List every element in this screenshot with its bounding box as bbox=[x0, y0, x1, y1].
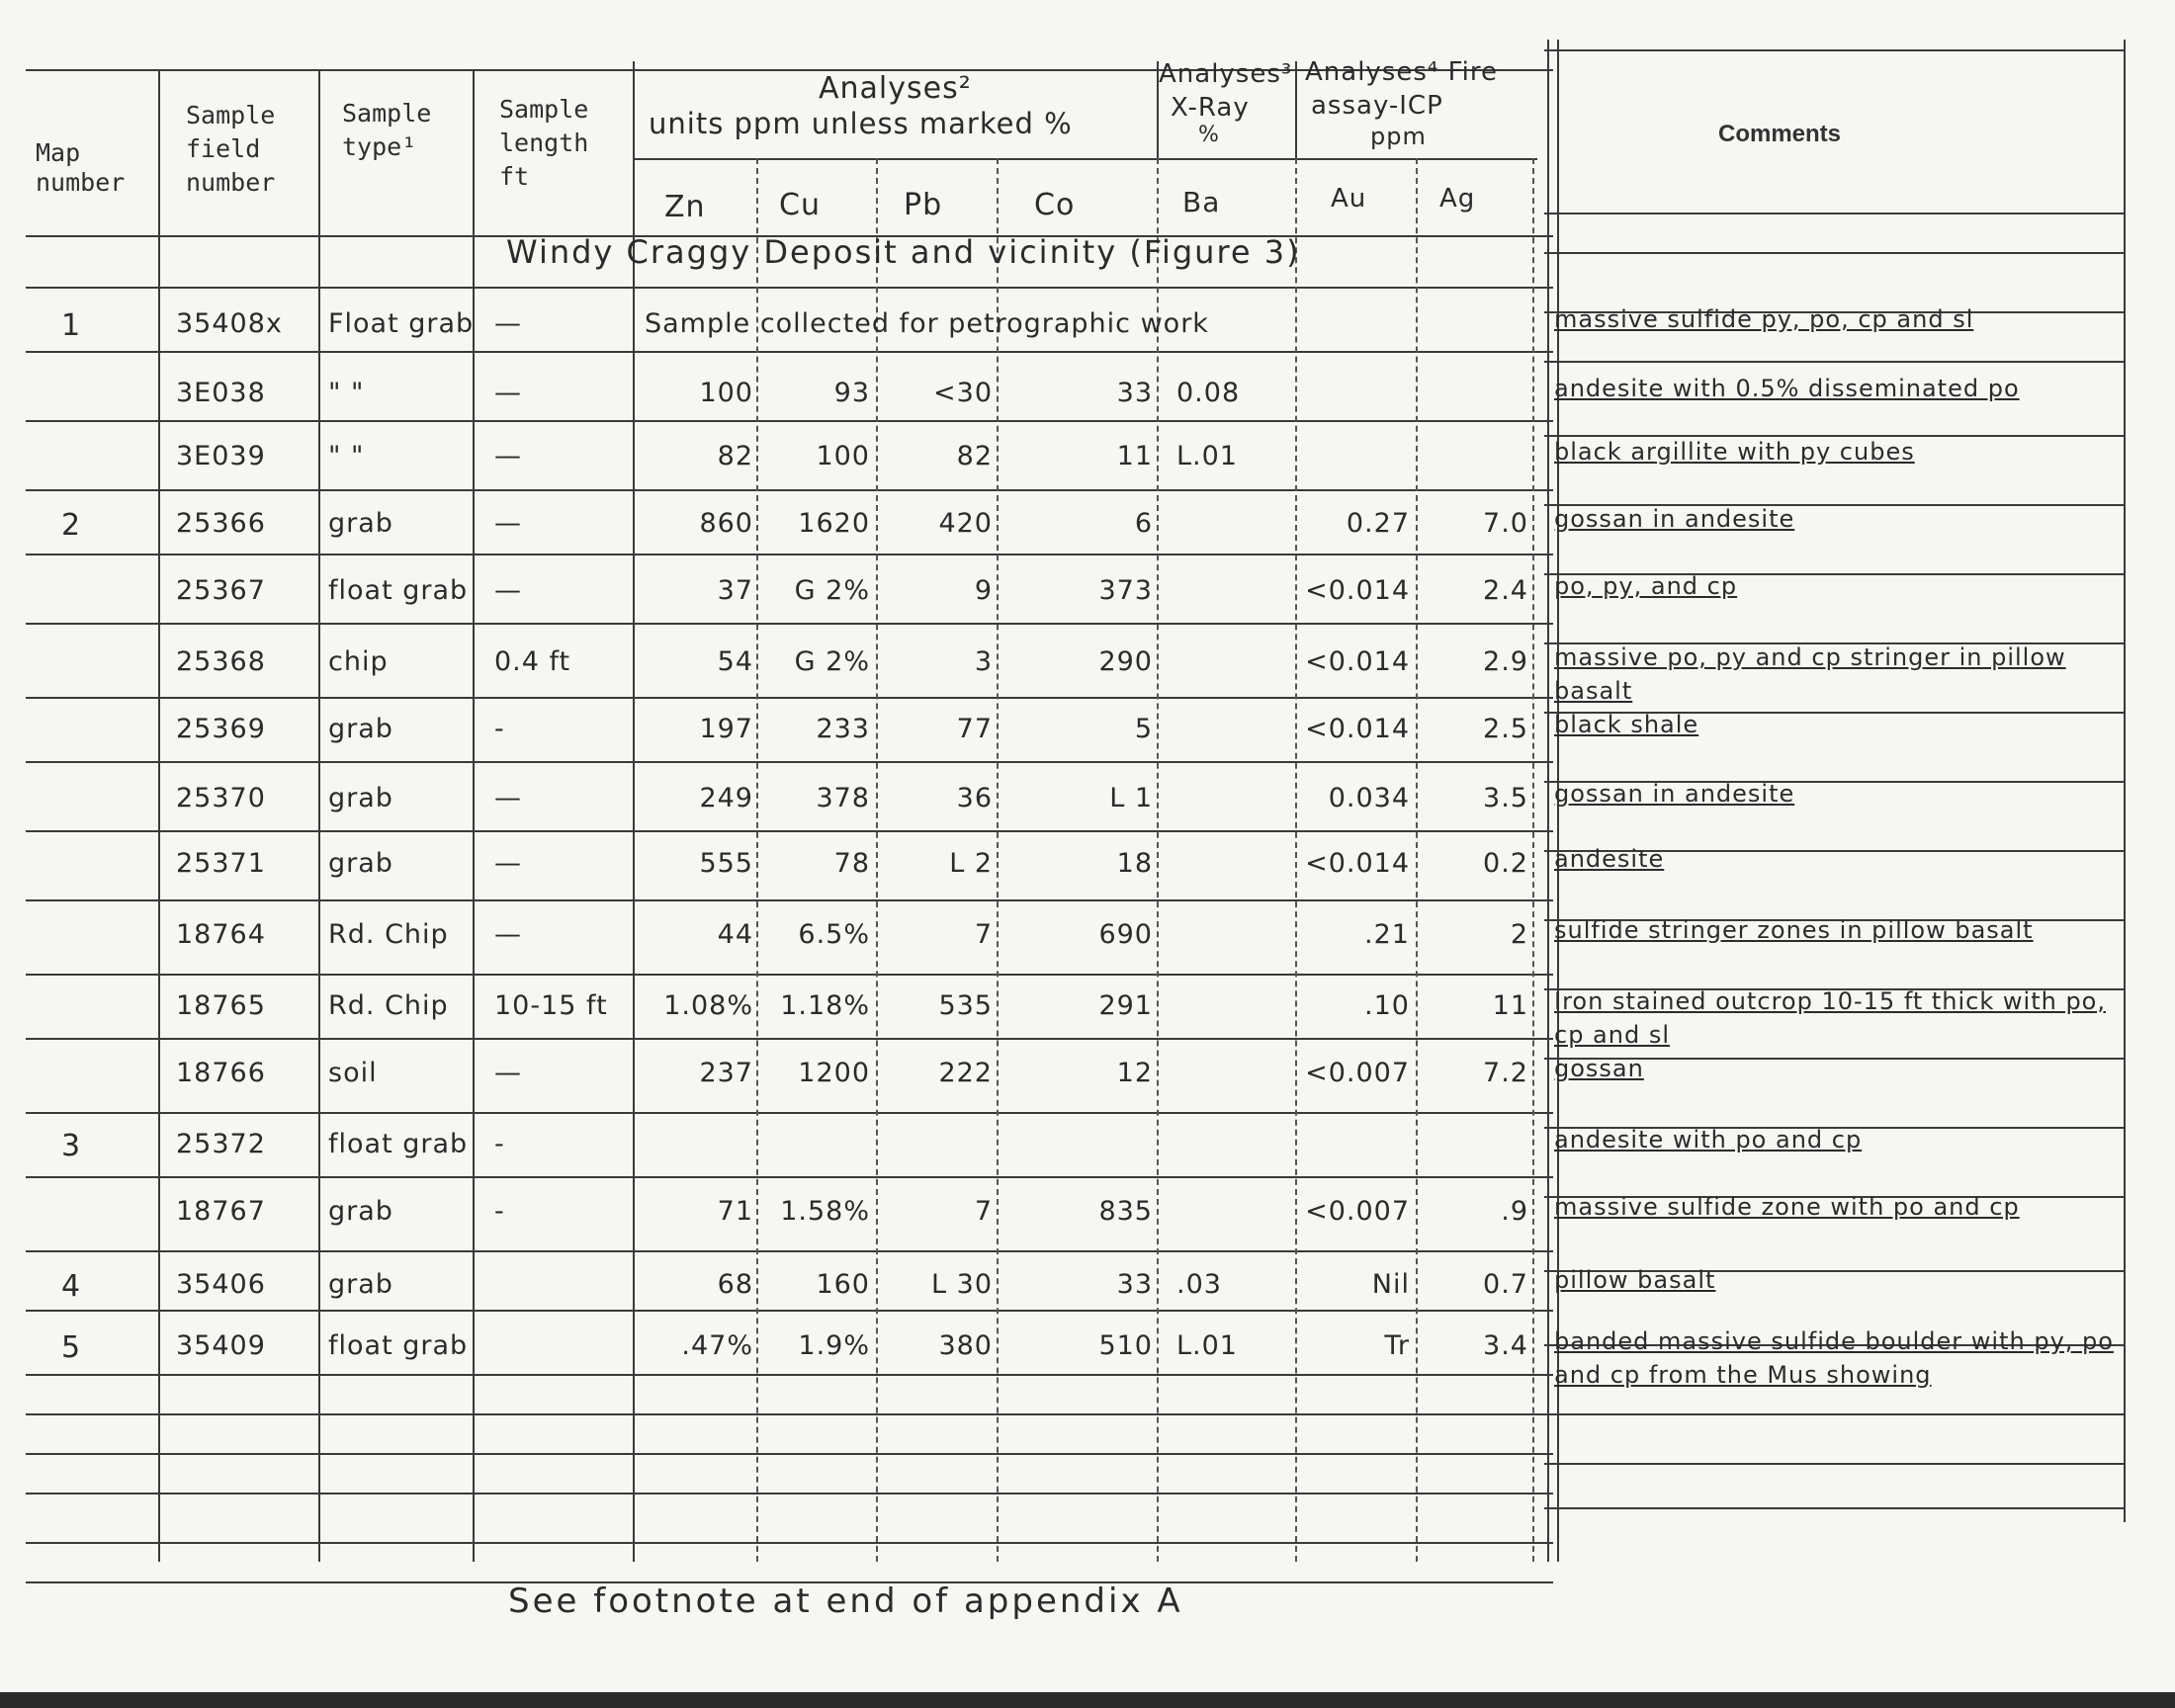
value-cu: 6.5% bbox=[798, 919, 870, 950]
sample-field-number: 25370 bbox=[176, 783, 266, 813]
sample-length: — bbox=[494, 575, 522, 606]
row-rule bbox=[26, 697, 1553, 699]
row-rule bbox=[26, 1310, 1553, 1312]
value-zn: 1.08% bbox=[663, 990, 753, 1021]
sample-type: Float grab bbox=[328, 308, 475, 339]
sample-field-number: 35408x bbox=[176, 308, 283, 339]
row-rule bbox=[26, 351, 1553, 353]
value-zn: 249 bbox=[699, 783, 753, 813]
comment: pillow basalt bbox=[1554, 1266, 1716, 1294]
value-au: 0.034 bbox=[1328, 783, 1410, 813]
value-cu: 160 bbox=[816, 1269, 870, 1300]
value-ag: 2 bbox=[1510, 919, 1528, 950]
value-au: Nil bbox=[1371, 1269, 1410, 1300]
header-analyses3-title: Analyses³ bbox=[1159, 59, 1293, 89]
comment: gossan in andesite bbox=[1554, 780, 1795, 808]
header-analyses4-title: Analyses⁴ Fire bbox=[1305, 57, 1498, 87]
group-rule bbox=[1295, 61, 1297, 160]
value-co: 33 bbox=[1116, 378, 1153, 408]
sample-field-number: 25367 bbox=[176, 575, 266, 606]
right-border bbox=[2124, 40, 2126, 1522]
value-co: 373 bbox=[1098, 575, 1153, 606]
header-analyses3-sub: X-Ray bbox=[1171, 93, 1250, 123]
value-ag: 11 bbox=[1492, 990, 1528, 1021]
sample-field-number: 25369 bbox=[176, 714, 266, 744]
row-rule bbox=[26, 1542, 1553, 1544]
value-pb: <30 bbox=[933, 378, 993, 408]
subcolumn-rule bbox=[1416, 158, 1418, 1562]
sample-field-number: 18765 bbox=[176, 990, 266, 1021]
value-pb: 36 bbox=[956, 783, 993, 813]
value-zn: 54 bbox=[717, 646, 753, 677]
value-cu: 1.9% bbox=[798, 1330, 870, 1361]
value-co: 510 bbox=[1098, 1330, 1153, 1361]
sample-type: " " bbox=[328, 378, 365, 408]
value-au: <0.014 bbox=[1305, 714, 1410, 744]
sample-length: - bbox=[494, 1129, 505, 1159]
map-number: 5 bbox=[61, 1330, 82, 1365]
value-cu: 1.18% bbox=[780, 990, 870, 1021]
comment-rule bbox=[1544, 213, 2126, 214]
subcolumn-rule bbox=[756, 158, 758, 1562]
row-rule bbox=[26, 1112, 1553, 1114]
comment-rule bbox=[1544, 1413, 2126, 1415]
header-col-zn: Zn bbox=[664, 190, 706, 224]
sample-field-number: 3E039 bbox=[176, 441, 266, 471]
value-cu: 1620 bbox=[798, 508, 870, 539]
value-au: <0.007 bbox=[1305, 1058, 1410, 1088]
value-zn: 71 bbox=[717, 1196, 753, 1227]
value-cu: 378 bbox=[816, 783, 870, 813]
comment: black shale bbox=[1554, 711, 1699, 738]
value-au: .10 bbox=[1364, 990, 1410, 1021]
sample-field-number: 25372 bbox=[176, 1129, 266, 1159]
sample-type: Rd. Chip bbox=[328, 919, 449, 950]
sample-type: grab bbox=[328, 714, 393, 744]
value-ba: .03 bbox=[1176, 1269, 1222, 1300]
value-co: 291 bbox=[1098, 990, 1153, 1021]
subcolumn-rule bbox=[1157, 158, 1159, 1562]
row-rule bbox=[26, 1374, 1553, 1376]
value-zn: 555 bbox=[699, 848, 753, 879]
header-col-cu: Cu bbox=[779, 188, 821, 222]
value-pb: 380 bbox=[938, 1330, 993, 1361]
comment: massive sulfide zone with po and cp bbox=[1554, 1193, 2020, 1221]
value-pb: 222 bbox=[938, 1058, 993, 1088]
header-comments: Comments bbox=[1718, 121, 1842, 147]
comment: gossan bbox=[1554, 1055, 1644, 1082]
sample-field-number: 25371 bbox=[176, 848, 266, 879]
value-ba: 0.08 bbox=[1176, 378, 1241, 408]
value-pb: 535 bbox=[938, 990, 993, 1021]
sample-length: — bbox=[494, 308, 522, 339]
header-col-ba: Ba bbox=[1182, 186, 1221, 218]
value-zn: 37 bbox=[717, 575, 753, 606]
value-ba: L.01 bbox=[1176, 441, 1238, 471]
sample-type: grab bbox=[328, 783, 393, 813]
column-rule bbox=[473, 69, 475, 1562]
sample-field-number: 35409 bbox=[176, 1330, 266, 1361]
sample-type: Rd. Chip bbox=[328, 990, 449, 1021]
subcolumn-rule bbox=[876, 158, 878, 1562]
comment-rule bbox=[1544, 49, 2126, 51]
value-ag: 2.9 bbox=[1483, 646, 1528, 677]
header-col-au: Au bbox=[1331, 184, 1367, 214]
column-rule bbox=[633, 61, 635, 1562]
sample-length: — bbox=[494, 378, 522, 408]
header-sample-type: Sample type¹ bbox=[342, 99, 432, 161]
value-cu: 93 bbox=[833, 378, 870, 408]
row-rule bbox=[26, 761, 1553, 763]
value-au: <0.007 bbox=[1305, 1196, 1410, 1227]
column-rule bbox=[318, 69, 320, 1562]
value-zn: .47% bbox=[681, 1330, 753, 1361]
row-rule bbox=[26, 830, 1553, 832]
value-co: 33 bbox=[1116, 1269, 1153, 1300]
value-pb: 3 bbox=[974, 646, 993, 677]
row-rule bbox=[26, 899, 1553, 901]
sample-length: 0.4 ft bbox=[494, 646, 571, 677]
comment-rule bbox=[1544, 361, 2126, 363]
value-cu: G 2% bbox=[794, 646, 870, 677]
value-zn: 44 bbox=[717, 919, 753, 950]
sample-length: - bbox=[494, 714, 505, 744]
header-analyses2-title: Analyses² bbox=[819, 71, 972, 106]
value-co: 11 bbox=[1116, 441, 1153, 471]
value-co: 6 bbox=[1134, 508, 1153, 539]
value-pb: 7 bbox=[974, 1196, 993, 1227]
comment-rule bbox=[1544, 1507, 2126, 1509]
column-rule bbox=[158, 69, 160, 1562]
sample-type: float grab bbox=[328, 1330, 469, 1361]
header-col-pb: Pb bbox=[904, 188, 943, 222]
value-ag: 3.4 bbox=[1483, 1330, 1528, 1361]
header-map-number: Map number bbox=[36, 138, 126, 197]
value-pb: 420 bbox=[938, 508, 993, 539]
value-cu: 1200 bbox=[798, 1058, 870, 1088]
sample-field-number: 35406 bbox=[176, 1269, 266, 1300]
sample-length: — bbox=[494, 848, 522, 879]
header-col-co: Co bbox=[1034, 188, 1076, 222]
value-au: .21 bbox=[1364, 919, 1410, 950]
column-rule bbox=[1547, 40, 1549, 1562]
comment: andesite with 0.5% disseminated po bbox=[1554, 375, 2020, 402]
value-co: 835 bbox=[1098, 1196, 1153, 1227]
sample-type: float grab bbox=[328, 1129, 469, 1159]
sample-length: 10-15 ft bbox=[494, 990, 608, 1021]
row-rule bbox=[26, 489, 1553, 491]
row-rule bbox=[26, 1176, 1553, 1178]
value-cu: 100 bbox=[816, 441, 870, 471]
value-pb: 9 bbox=[974, 575, 993, 606]
comment: massive po, py and cp stringer in pillow basalt bbox=[1554, 643, 2066, 705]
sample-length: — bbox=[494, 508, 522, 539]
row-rule bbox=[26, 1493, 1553, 1494]
value-co: 690 bbox=[1098, 919, 1153, 950]
comment: black argillite with py cubes bbox=[1554, 438, 1915, 466]
scan-edge bbox=[0, 1692, 2175, 1708]
section-title: Windy Craggy Deposit and vicinity (Figure 3) bbox=[506, 233, 1301, 271]
map-number: 2 bbox=[61, 508, 82, 543]
comment: banded massive sulfide boulder with py, po and cp from the Mus showing bbox=[1554, 1327, 2114, 1389]
value-ag: 0.7 bbox=[1483, 1269, 1528, 1300]
value-au: Tr bbox=[1384, 1330, 1410, 1361]
value-zn: 197 bbox=[699, 714, 753, 744]
sample-field-number: 3E038 bbox=[176, 378, 266, 408]
value-zn: 100 bbox=[699, 378, 753, 408]
value-ag: 7.2 bbox=[1483, 1058, 1528, 1088]
value-cu: 1.58% bbox=[780, 1196, 870, 1227]
sample-type: soil bbox=[328, 1058, 378, 1088]
value-pb: L 2 bbox=[949, 848, 993, 879]
subcolumn-rule bbox=[997, 158, 999, 1562]
comment: andesite bbox=[1554, 845, 1665, 873]
value-ag: 3.5 bbox=[1483, 783, 1528, 813]
value-pb: 77 bbox=[956, 714, 993, 744]
comment: po, py, and cp bbox=[1554, 572, 1738, 600]
footer-note: See footnote at end of appendix A bbox=[508, 1581, 1183, 1621]
row-note: Sample collected for petrographic work bbox=[645, 308, 1209, 339]
value-au: <0.014 bbox=[1305, 848, 1410, 879]
sample-type: float grab bbox=[328, 575, 469, 606]
value-zn: 860 bbox=[699, 508, 753, 539]
value-au: 0.27 bbox=[1346, 508, 1410, 539]
subheader-rule bbox=[633, 158, 1537, 160]
value-ba: L.01 bbox=[1176, 1330, 1238, 1361]
value-zn: 82 bbox=[717, 441, 753, 471]
row-rule bbox=[26, 623, 1553, 625]
value-co: 290 bbox=[1098, 646, 1153, 677]
value-ag: 0.2 bbox=[1483, 848, 1528, 879]
value-au: <0.014 bbox=[1305, 575, 1410, 606]
value-ag: .9 bbox=[1501, 1196, 1528, 1227]
row-rule bbox=[26, 287, 1553, 289]
sample-field-number: 18766 bbox=[176, 1058, 266, 1088]
value-pb: 7 bbox=[974, 919, 993, 950]
comment: andesite with po and cp bbox=[1554, 1126, 1863, 1153]
header-analyses3-unit: % bbox=[1198, 123, 1220, 147]
sample-type: chip bbox=[328, 646, 389, 677]
comment-rule bbox=[1544, 252, 2126, 254]
value-cu: G 2% bbox=[794, 575, 870, 606]
sample-length: - bbox=[494, 1196, 505, 1227]
value-co: L 1 bbox=[1109, 783, 1153, 813]
value-co: 5 bbox=[1134, 714, 1153, 744]
sample-field-number: 25368 bbox=[176, 646, 266, 677]
map-number: 4 bbox=[61, 1269, 82, 1304]
sample-length: — bbox=[494, 919, 522, 950]
sample-field-number: 18764 bbox=[176, 919, 266, 950]
sample-length: — bbox=[494, 783, 522, 813]
header-sample-length: Sample length ft bbox=[499, 95, 589, 191]
value-ag: 7.0 bbox=[1483, 508, 1528, 539]
value-pb: 82 bbox=[956, 441, 993, 471]
header-analyses4-sub: assay-ICP bbox=[1311, 91, 1443, 121]
subcolumn-rule bbox=[1295, 158, 1297, 1562]
subcolumn-rule bbox=[1532, 158, 1534, 1562]
value-co: 12 bbox=[1116, 1058, 1153, 1088]
header-sample-field-number: Sample field number bbox=[186, 101, 276, 197]
row-rule bbox=[26, 1250, 1553, 1252]
sample-type: " " bbox=[328, 441, 365, 471]
sample-field-number: 25366 bbox=[176, 508, 266, 539]
header-analyses4-unit: ppm bbox=[1370, 123, 1427, 150]
header-col-ag: Ag bbox=[1439, 184, 1476, 214]
map-number: 1 bbox=[61, 308, 82, 343]
row-rule bbox=[26, 1453, 1553, 1455]
value-co: 18 bbox=[1116, 848, 1153, 879]
value-zn: 237 bbox=[699, 1058, 753, 1088]
value-zn: 68 bbox=[717, 1269, 753, 1300]
sample-field-number: 18767 bbox=[176, 1196, 266, 1227]
comment: sulfide stringer zones in pillow basalt bbox=[1554, 916, 2034, 944]
row-rule bbox=[26, 1413, 1553, 1415]
sample-length: — bbox=[494, 1058, 522, 1088]
comment: massive sulfide py, po, cp and sl bbox=[1554, 305, 1974, 333]
sample-type: grab bbox=[328, 1196, 393, 1227]
value-au: <0.014 bbox=[1305, 646, 1410, 677]
value-cu: 78 bbox=[833, 848, 870, 879]
comment: Iron stained outcrop 10-15 ft thick with po, cp and sl bbox=[1554, 987, 2106, 1049]
value-ag: 2.5 bbox=[1483, 714, 1528, 744]
row-rule bbox=[26, 420, 1553, 422]
comment: gossan in andesite bbox=[1554, 505, 1795, 533]
sample-type: grab bbox=[328, 1269, 393, 1300]
row-rule bbox=[26, 554, 1553, 555]
map-number: 3 bbox=[61, 1129, 82, 1163]
value-cu: 233 bbox=[816, 714, 870, 744]
row-rule bbox=[26, 974, 1553, 976]
sample-length: — bbox=[494, 441, 522, 471]
sample-type: grab bbox=[328, 848, 393, 879]
header-analyses2-units: units ppm unless marked % bbox=[649, 107, 1073, 140]
row-rule bbox=[26, 1038, 1553, 1040]
value-ag: 2.4 bbox=[1483, 575, 1528, 606]
sample-type: grab bbox=[328, 508, 393, 539]
comment-rule bbox=[1544, 1463, 2126, 1465]
value-pb: L 30 bbox=[931, 1269, 993, 1300]
